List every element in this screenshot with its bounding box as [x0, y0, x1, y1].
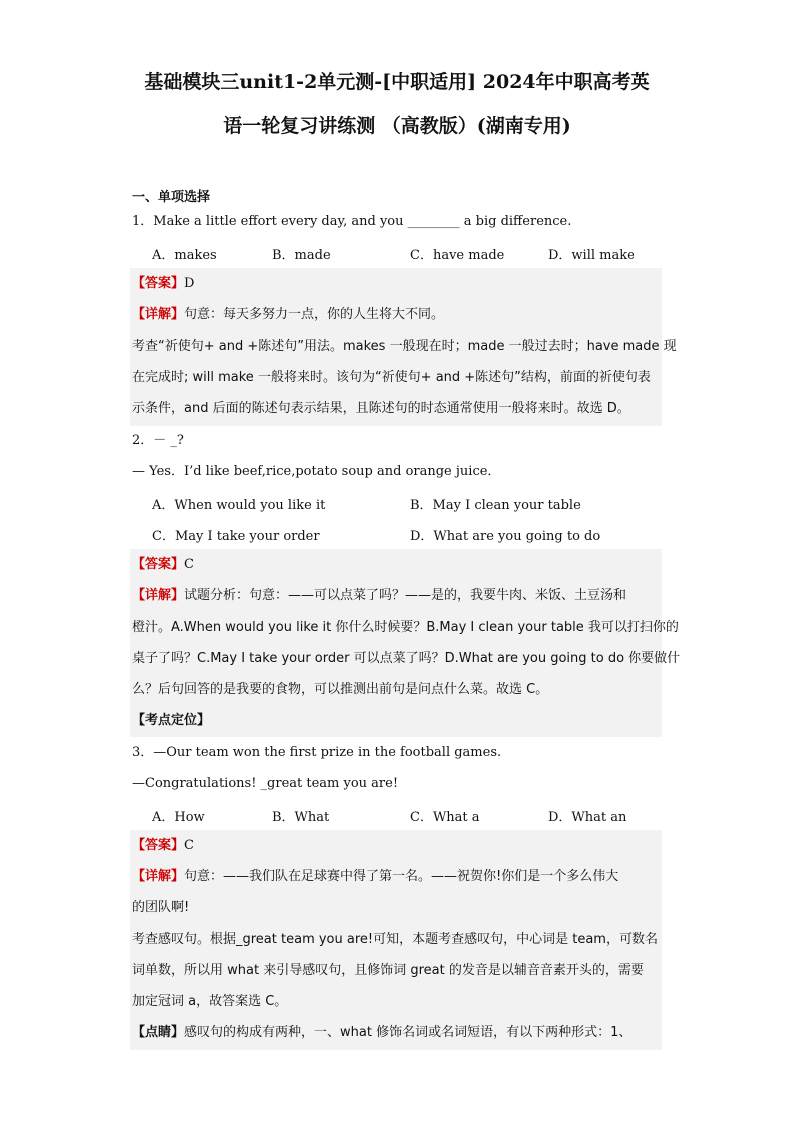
q2-option-b: B．May I clean your table — [410, 498, 581, 513]
q3-answer-tag: 【答案】 — [132, 838, 185, 853]
q3-tip-tag: 【点睛】 — [132, 1025, 185, 1040]
q3-option-b: B．What — [272, 810, 330, 825]
q1-option-a: A．makes — [152, 248, 217, 263]
q1-explanation-text: 句意：每天多努力一点，你的人生将大不同。 — [184, 307, 445, 322]
q2-answer-box — [130, 549, 662, 737]
q1-answer — [132, 275, 194, 293]
q1-option-b: B．made — [272, 248, 331, 263]
q1-explanation-1 — [132, 306, 444, 324]
document-title-line-2: 语一轮复习讲练测 （高教版）(湖南专用) — [223, 115, 571, 137]
q3-answer — [132, 837, 194, 855]
q2-explanation-tag: 【详解】 — [132, 588, 185, 603]
q2-stem: 2．－ _? — [132, 433, 184, 448]
q2-option-a: A．When would you like it — [152, 498, 326, 513]
q1-answer-value: D — [184, 276, 195, 291]
q3-explanation-text: 句意：——我们队在足球赛中得了第一名。——祝贺你!你们是一个多么伟大 — [184, 869, 619, 884]
document-title-line-1: 基础模块三unit1-2单元测-[中职适用] 2024年中职高考英 — [144, 71, 650, 93]
q2-explanation-4: 么？后句回答的是我要的食物，可以推测出前句是问点什么菜。故选 C。 — [132, 682, 549, 697]
q3-explanation-3: 词单数，所以用 what 来引导感叹句，且修饰词 great 的发音是以辅音音素开头的，需要 — [132, 963, 644, 978]
q3-explanation-2: 考查感叹句。根据_great team you are!可知，本题考查感叹句，中心词是 team，可数名 — [132, 932, 658, 947]
q3-explanation-1 — [132, 868, 618, 886]
q1-option-c: C．have made — [410, 248, 505, 263]
q1-explanation-3: 在完成时; will make 一般将来时。该句为“祈使句+ and +陈述句”结构，前面的祈使句表 — [132, 370, 651, 385]
q2-answer-value: C — [184, 557, 194, 572]
q1-explanation-2: 考查“祈使句+ and +陈述句”用法。makes 一般现在时；made 一般过去时；have made 现 — [132, 339, 677, 354]
q1-option-d: D．will make — [548, 248, 635, 263]
q3-answer-value: C — [184, 838, 194, 853]
q2-answer-tag: 【答案】 — [132, 557, 185, 572]
q2-option-d: D．What are you going to do — [410, 529, 601, 544]
q2-explanation-1 — [132, 587, 626, 605]
q3-explanation-4: 加定冠词 a，故答案选 C。 — [132, 994, 288, 1009]
q2-key-point-tag: 【考点定位】 — [132, 713, 211, 728]
q3-explanation-tag: 【详解】 — [132, 869, 185, 884]
q1-explanation-4: 示条件，and 后面的陈述句表示结果，且陈述句的时态通常使用一般将来时。故选 D。 — [132, 401, 630, 416]
q3-explanation-1b: 的团队啊! — [132, 900, 190, 915]
section-heading: 一、单项选择 — [132, 190, 211, 205]
q3-option-c: C．What a — [410, 810, 480, 825]
q2-explanation-3: 桌子了吗？C.May I take your order 可以点菜了吗？D.What are you going to do 你要做什 — [132, 651, 681, 666]
q2-explanation-2: 橙汁。A.When would you like it 你什么时候要？B.May I clean your table 我可以打扫你的 — [132, 620, 679, 635]
q3-option-d: D．What an — [548, 810, 627, 825]
q2-explanation-text: 试题分析：句意：——可以点菜了吗？——是的，我要牛肉、米饭、土豆汤和 — [184, 588, 627, 603]
q1-answer-tag: 【答案】 — [132, 276, 185, 291]
q1-explanation-tag: 【详解】 — [132, 307, 185, 322]
q3-option-a: A．How — [152, 810, 205, 825]
q2-option-c: C．May I take your order — [152, 529, 320, 544]
q2-stem-2: — Yes．I’d like beef,rice,potato soup and orange juice． — [132, 464, 501, 479]
q1-stem: 1．Make a little effort every day, and you ________ a big difference. — [132, 214, 572, 229]
q3-tip-text: 感叹句的构成有两种，一、what 修饰名词或名词短语，有以下两种形式：1、 — [184, 1025, 632, 1040]
q3-stem: 3．—Our team won the first prize in the football games. — [132, 745, 502, 760]
q3-tip — [132, 1024, 631, 1042]
q2-answer — [132, 556, 194, 574]
q3-stem-2: —Congratulations! _great team you are! — [132, 776, 399, 791]
